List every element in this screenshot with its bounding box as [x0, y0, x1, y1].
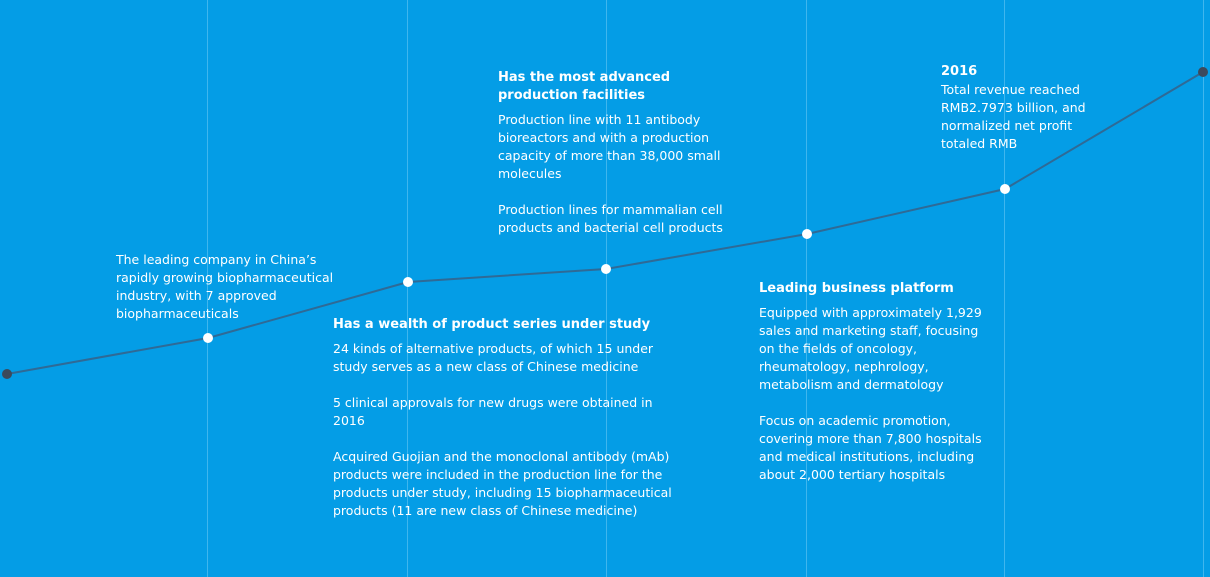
- milestone-heading: Has a wealth of product series under study: [333, 317, 651, 332]
- milestone-business-platform: [759, 280, 989, 484]
- milestone-text: 24 kinds of alternative products, of which 15 under study serves as a new class of Chinese medicine: [333, 341, 654, 374]
- milestone-text: The leading company in China’s rapidly growing biopharmaceutical industry, with 7 approved biopharmaceuticals: [116, 252, 334, 321]
- milestone-text: Acquired Guojian and the monoclonal antibody (mAb) products were included in the production line for the products under study, including 15 biopharmaceutical products (11 are new class of Chinese medicine): [333, 449, 672, 518]
- milestone-text: Focus on academic promotion, covering more than 7,800 hospitals and medical institutions, including about 2,000 tertiary hospitals: [759, 413, 982, 482]
- milestone-text: Equipped with approximately 1,929 sales and marketing staff, focusing on the fields of oncology, rheumatology, nephrology, metabolism and dermatology: [759, 305, 982, 392]
- milestone-product-series: [333, 316, 673, 520]
- milestone-text: Production line with 11 antibody bioreactors and with a production capacity of more than 38,000 small molecules: [498, 112, 721, 181]
- timeline-point-1: [203, 333, 213, 343]
- milestone-2016-revenue: [941, 63, 1101, 153]
- milestone-text: 5 clinical approvals for new drugs were obtained in 2016: [333, 395, 653, 428]
- timeline-point-4: [802, 229, 812, 239]
- milestone-leading-company: [116, 251, 346, 323]
- milestone-text: Total revenue reached RMB2.7973 billion, and normalized net profit totaled RMB: [941, 82, 1086, 151]
- milestone-production-facilities: [498, 69, 733, 237]
- timeline-point-2: [403, 277, 413, 287]
- timeline-end-point: [1198, 67, 1208, 77]
- milestone-year: 2016: [941, 64, 978, 79]
- milestone-text: Production lines for mammalian cell products and bacterial cell products: [498, 202, 723, 235]
- timeline-start-point: [2, 369, 12, 379]
- timeline-point-5: [1000, 184, 1010, 194]
- timeline-point-3: [601, 264, 611, 274]
- milestone-heading: Leading business platform: [759, 281, 954, 296]
- milestone-heading: Has the most advanced production facilities: [498, 70, 671, 103]
